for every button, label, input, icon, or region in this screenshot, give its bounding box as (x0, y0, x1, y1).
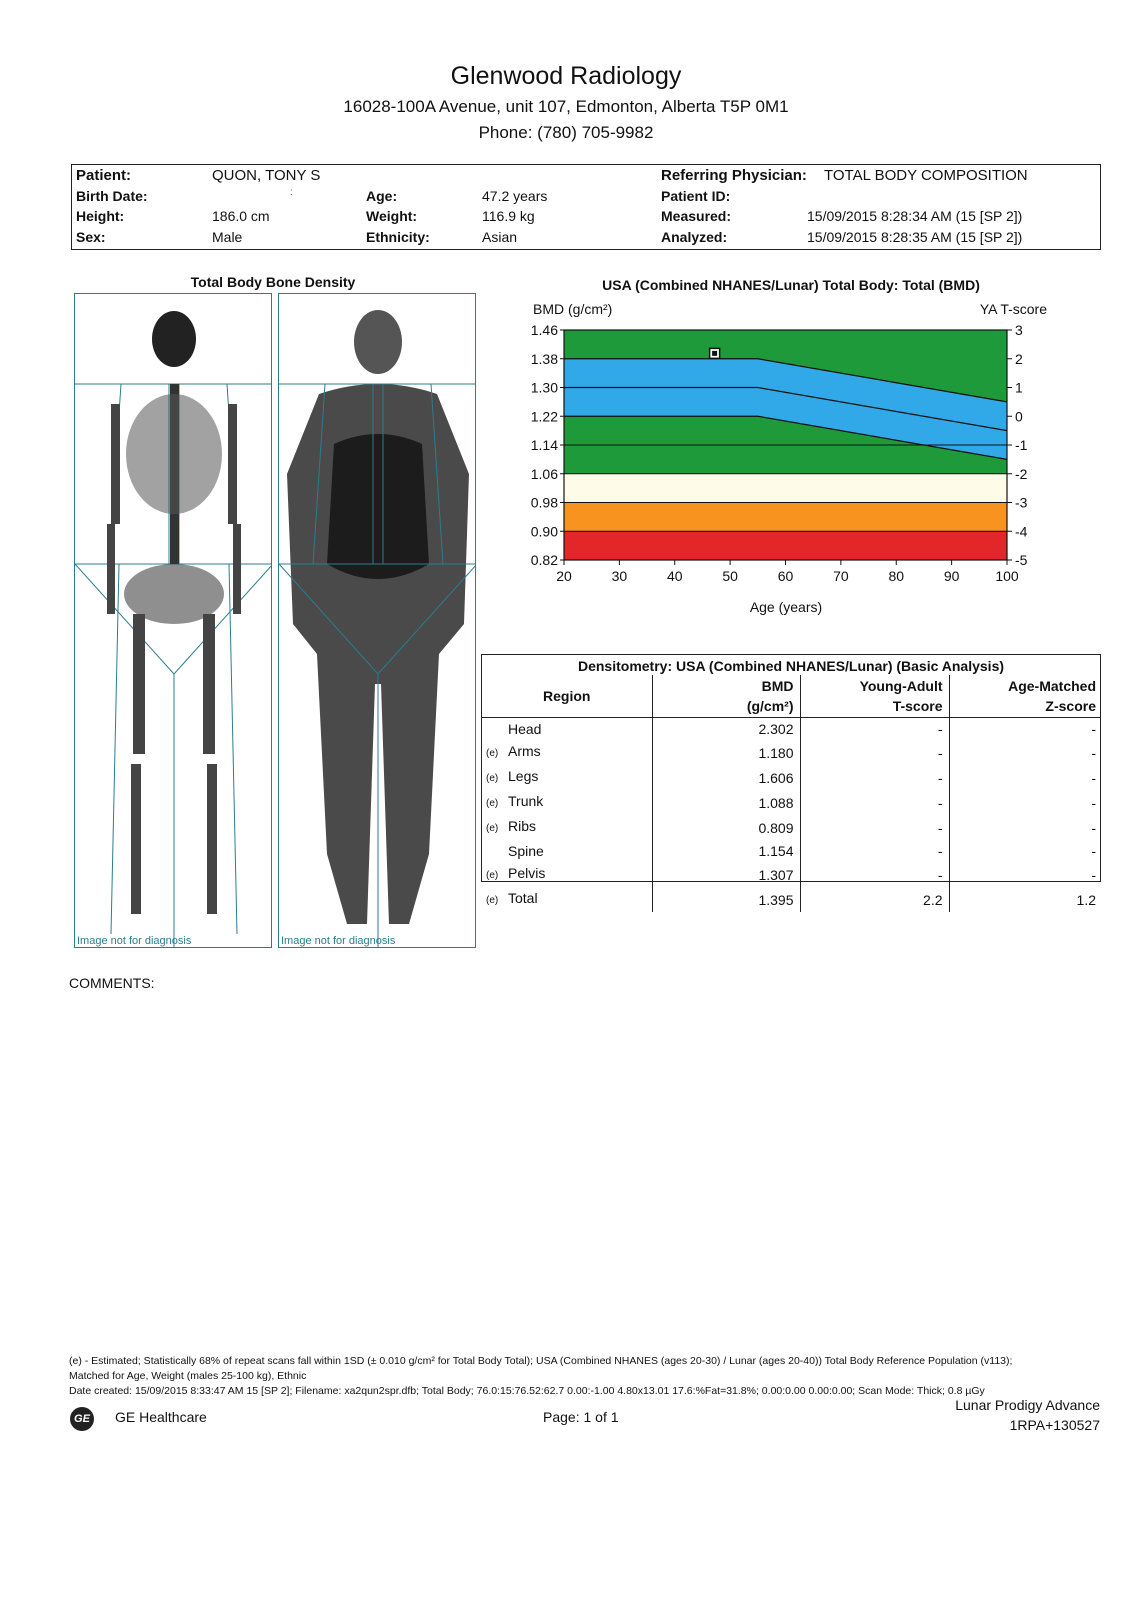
footer-note-2: Matched for Age, Weight (males 25-100 kg), Ethnic (69, 1370, 307, 1382)
tscore-cell: - (800, 790, 949, 815)
region-name: Pelvis (508, 865, 546, 881)
x-tick-label: 100 (995, 568, 1019, 584)
zscore-cell: - (1091, 769, 1096, 786)
skeleton-scan-image (74, 293, 272, 948)
not-for-diagnosis-note-1: Image not for diagnosis (77, 935, 192, 947)
tscore-cell: - (800, 765, 949, 790)
estimated-flag: (e) (486, 773, 499, 784)
page-number: Page: 1 of 1 (543, 1409, 619, 1425)
zscore-cell: 1.2 (1076, 891, 1096, 908)
x-axis-label: Age (years) (749, 599, 823, 615)
ethnicity-label: Ethnicity: (366, 229, 430, 245)
x-tick-label: 40 (666, 568, 683, 584)
table-row (482, 765, 1100, 790)
analyzed-label: Analyzed: (661, 229, 728, 245)
bmd-cell: 1.606 (652, 765, 800, 790)
clinic-name: Glenwood Radiology (450, 62, 682, 90)
tscore-cell: - (800, 718, 949, 741)
comments-label: COMMENTS: (69, 975, 155, 991)
col-ya-tscore: Young-Adult T-score (800, 675, 949, 718)
bmd-reference-chart (481, 278, 1101, 638)
zscore-cell: - (1091, 744, 1096, 761)
body-images-title: Total Body Bone Density (190, 274, 356, 290)
y2-tick-label: -5 (1015, 552, 1028, 568)
measured-value: 15/09/2015 8:28:34 AM (15 [SP 2]) (807, 208, 1023, 224)
bmd-cell: 0.809 (652, 815, 800, 840)
region-cell (482, 790, 652, 815)
x-tick-label: 20 (556, 568, 572, 584)
region-name: Trunk (508, 793, 544, 809)
band-orange (564, 503, 1007, 532)
y-tick-label: 0.90 (530, 523, 558, 540)
zscore-cell: - (1091, 866, 1096, 883)
region-name: Ribs (508, 818, 537, 834)
y2-tick-label: -2 (1015, 465, 1028, 482)
clinic-phone: Phone: (780) 705-9982 (478, 123, 654, 142)
bmd-cell: 1.395 (652, 887, 800, 912)
analyzed-value: 15/09/2015 8:28:35 AM (15 [SP 2]) (807, 229, 1023, 245)
y-axis-label: BMD (g/cm²) (533, 301, 613, 317)
region-name: Total (508, 890, 538, 906)
tscore-cell: - (800, 862, 949, 887)
tscore-cell: - (800, 740, 949, 765)
x-tick-label: 60 (777, 568, 794, 584)
densitometry-grid (482, 675, 1100, 912)
footer-note-1: (e) - Estimated; Statistically 68% of repeat scans fall within 1SD (± 0.010 g/cm² for Total Body Total); USA (Combined NHANES (ages 20-30) / Lunar (ages 20-40)) Total Body Reference Population (v113); (69, 1355, 1013, 1367)
estimated-flag: (e) (486, 823, 499, 834)
ethnicity-value: Asian (482, 229, 518, 245)
y2-tick-label: 1 (1015, 379, 1023, 396)
weight-value: 116.9 kg (482, 208, 535, 224)
densitometry-title: Densitometry: USA (Combined NHANES/Lunar) (Basic Analysis) (577, 658, 1005, 674)
band-white (564, 474, 1007, 503)
birth-date-label: Birth Date: (76, 188, 148, 204)
bmd-cell: 1.307 (652, 862, 800, 887)
col-region: Region (482, 675, 652, 718)
region-name: Arms (508, 743, 541, 759)
region-name: Legs (508, 768, 539, 784)
tscore-cell: 2.2 (800, 887, 949, 912)
region-cell (482, 765, 652, 790)
table-row (482, 740, 1100, 765)
patient-id-label: Patient ID: (661, 188, 731, 204)
y-tick-label: 1.22 (530, 408, 558, 425)
patient-info-box (71, 164, 1101, 250)
referring-physician-value: TOTAL BODY COMPOSITION (824, 167, 1028, 184)
patient-label: Patient: (76, 167, 132, 184)
y-tick-label: 1.46 (530, 322, 558, 338)
region-cell (482, 862, 652, 887)
estimated-flag: (e) (486, 798, 499, 809)
x-tick-label: 70 (833, 568, 849, 584)
patient-marker-dot (712, 351, 717, 356)
table-row (482, 840, 1100, 862)
y-tick-label: 1.14 (530, 437, 558, 453)
table-row (482, 887, 1100, 912)
tscore-cell: - (800, 815, 949, 840)
height-value: 186.0 cm (212, 208, 270, 224)
bmd-cell: 1.154 (652, 840, 800, 862)
y2-tick-label: -4 (1015, 523, 1028, 540)
zscore-cell: - (1091, 721, 1096, 737)
y-tick-label: 0.82 (530, 552, 558, 568)
zscore-cell: - (1091, 819, 1096, 836)
y2-tick-label: 2 (1015, 350, 1023, 367)
age-label: Age: (366, 188, 398, 204)
x-tick-label: 80 (888, 568, 905, 584)
company-name: GE Healthcare (115, 1409, 207, 1425)
bmd-cell: 1.088 (652, 790, 800, 815)
y2-axis-label: YA T-score (979, 301, 1047, 317)
table-row (482, 862, 1100, 887)
band-red (564, 531, 1007, 560)
x-tick-label: 30 (611, 568, 628, 584)
birth-date-value: : (290, 187, 293, 198)
region-name: Head (508, 721, 542, 737)
measured-label: Measured: (661, 208, 732, 224)
region-cell (482, 840, 652, 862)
weight-label: Weight: (366, 208, 418, 224)
y2-tick-label: 0 (1015, 408, 1023, 425)
age-value: 47.2 years (482, 188, 548, 204)
clinic-address: 16028-100A Avenue, unit 107, Edmonton, Alberta T5P 0M1 (343, 97, 789, 116)
table-row (482, 815, 1100, 840)
y-tick-label: 1.38 (530, 350, 558, 367)
table-row (482, 790, 1100, 815)
col-bmd: BMD (g/cm²) (652, 675, 800, 718)
referring-physician-label: Referring Physician: (661, 167, 807, 184)
estimated-flag: (e) (486, 895, 499, 906)
ge-logo-icon: GE (70, 1407, 94, 1431)
col-am-zscore: Age-Matched Z-score (1008, 678, 1096, 714)
table-row (482, 718, 1100, 741)
region-cell (482, 718, 652, 741)
device-name: Lunar Prodigy Advance (955, 1397, 1100, 1413)
height-label: Height: (76, 208, 125, 224)
y-tick-label: 0.98 (530, 494, 558, 511)
region-name: Spine (508, 843, 544, 859)
y2-tick-label: 3 (1015, 322, 1023, 338)
x-tick-label: 50 (722, 568, 738, 584)
not-for-diagnosis-note-2: Image not for diagnosis (281, 935, 396, 947)
sex-value: Male (212, 229, 243, 245)
chart-title: USA (Combined NHANES/Lunar) Total Body: Total (BMD) (602, 278, 980, 293)
y2-tick-label: -3 (1015, 494, 1028, 511)
densitometry-table (481, 654, 1101, 908)
estimated-flag: (e) (486, 870, 499, 881)
device-id: 1RPA+130527 (1009, 1417, 1100, 1433)
zscore-cell: - (1091, 794, 1096, 811)
region-cell (482, 740, 652, 765)
patient-name: QUON, TONY S (212, 167, 321, 184)
x-tick-label: 90 (943, 568, 960, 584)
tscore-cell: - (800, 840, 949, 862)
y2-tick-label: -1 (1015, 437, 1028, 453)
region-cell (482, 887, 652, 912)
sex-label: Sex: (76, 229, 106, 245)
estimated-flag: (e) (486, 748, 499, 759)
zscore-cell: - (1091, 843, 1096, 859)
footer-note-3: Date created: 15/09/2015 8:33:47 AM 15 [SP 2]; Filename: xa2qun2spr.dfb; Total Body; 76.0:15:76.52:62.7 0.00:-1.00 4.80x13.01 17.6:%Fat=31.8%; 0.00:0.00 0.00:0.00; Scan Mode: Thick; 0.8 µGy (69, 1385, 985, 1397)
y-tick-label: 1.06 (530, 465, 558, 482)
bmd-cell: 2.302 (652, 718, 800, 741)
bmd-cell: 1.180 (652, 740, 800, 765)
region-cell (482, 815, 652, 840)
soft-tissue-scan-image (278, 293, 476, 948)
y-tick-label: 1.30 (530, 379, 558, 396)
